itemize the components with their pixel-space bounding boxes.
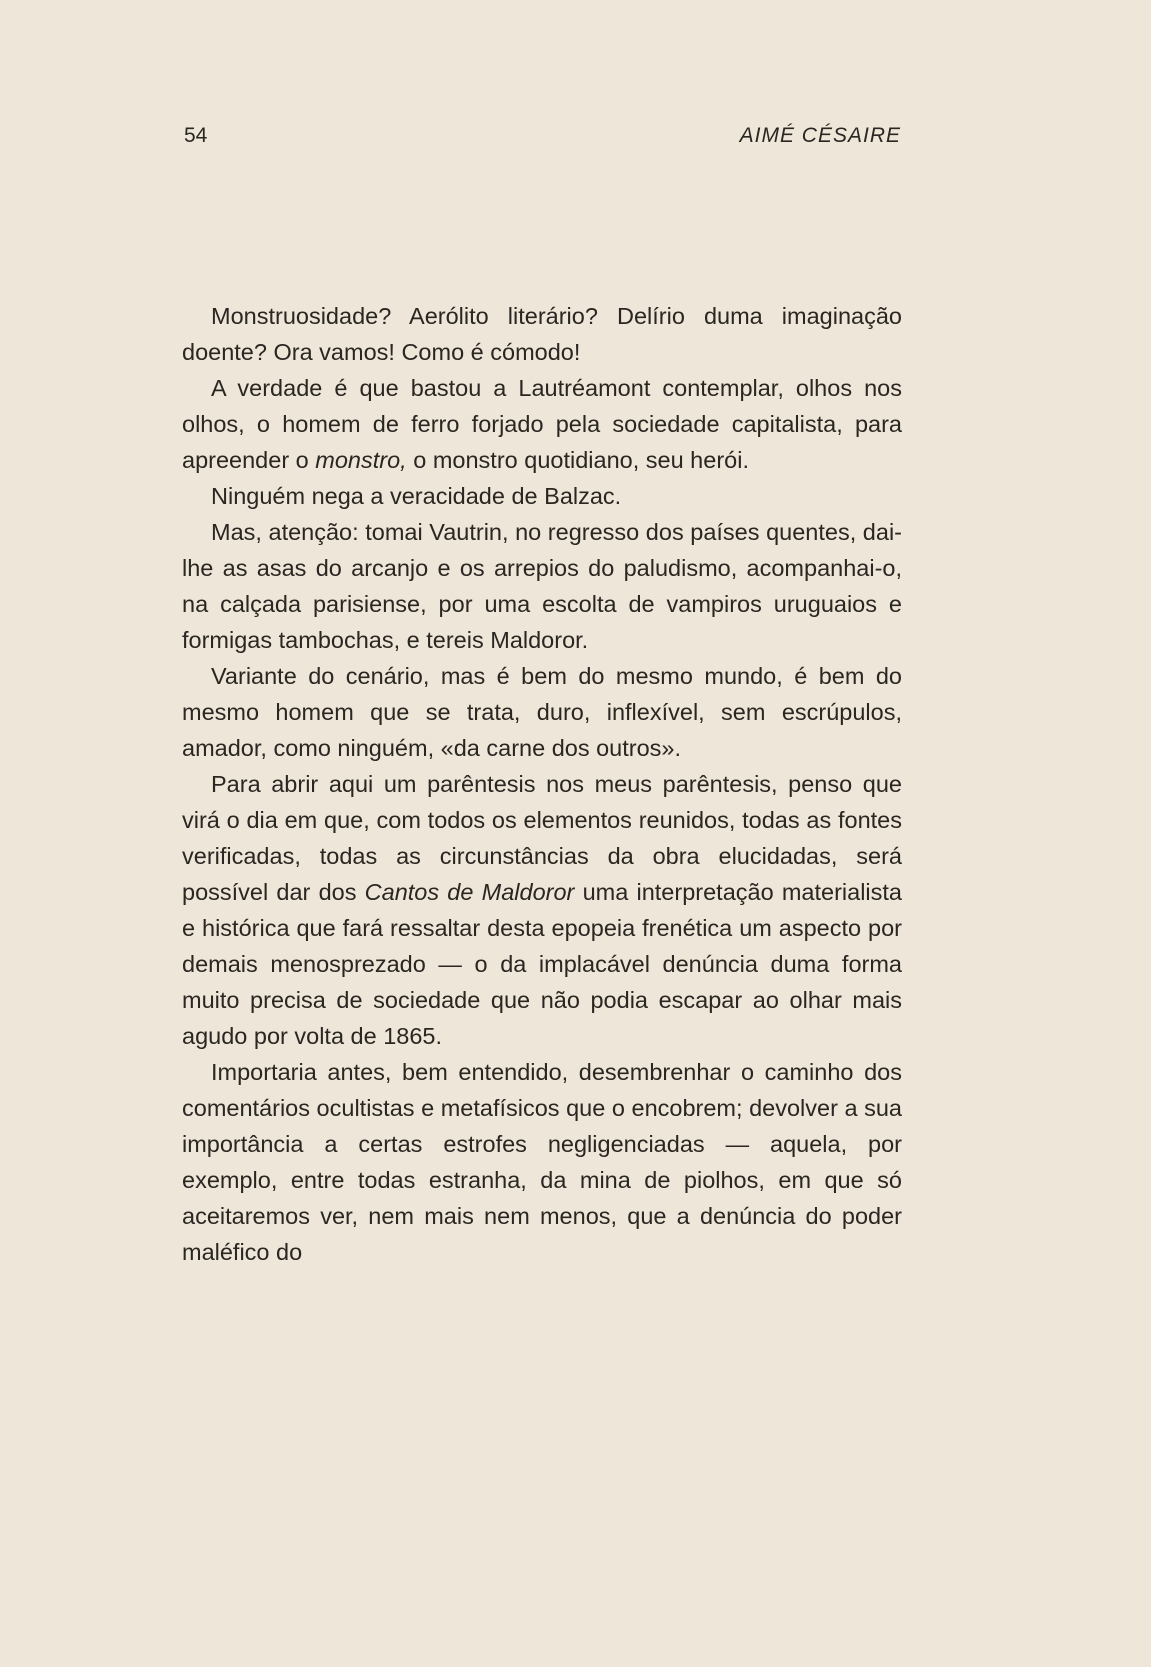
paragraph: Ninguém nega a veracidade de Balzac. bbox=[211, 483, 622, 509]
paragraph: Monstruosidade? Aerólito literário? Delírio duma imaginação doente? Ora vamos! Como é cómodo! bbox=[182, 303, 902, 365]
body-text bbox=[182, 298, 902, 1270]
paragraph: A verdade é que bastou a Lautréamont contemplar, olhos nos olhos, o homem de ferro forjado pela sociedade capitalista, para apreender o monstro, o monstro quotidiano, seu herói. bbox=[182, 375, 902, 473]
paragraph: Importaria antes, bem entendido, desembrenhar o caminho dos comentários ocultistas e metafísicos que o encobrem; devolver a sua importância a certas estrofes negligenciadas — aquela, por exemplo, entre todas estranha, da mina de piolhos, em que só aceitaremos ver, nem mais nem menos, que a denúncia do poder maléfico do bbox=[182, 1059, 902, 1265]
running-head: AIMÉ CÉSAIRE bbox=[739, 124, 901, 147]
paragraph: Variante do cenário, mas é bem do mesmo mundo, é bem do mesmo homem que se trata, duro, inflexível, sem escrúpulos, amador, como ninguém, «da carne dos outros». bbox=[182, 663, 902, 761]
paragraph: Para abrir aqui um parêntesis nos meus parêntesis, penso que virá o dia em que, com todos os elementos reunidos, todas as fontes verificadas, todas as circunstâncias da obra elucidadas, será possível dar dos Cantos de Maldoror uma interpretação materialista e histórica que fará ressaltar desta epopeia frenética um aspecto por demais menosprezado — o da implacável denúncia duma forma muito precisa de sociedade que não podia escapar ao olhar mais agudo por volta de 1865. bbox=[182, 771, 902, 1049]
book-title: Cantos de Maldoror bbox=[364, 879, 575, 905]
page-number: 54 bbox=[184, 124, 208, 147]
emphasis: monstro, bbox=[315, 447, 407, 473]
page-header bbox=[184, 124, 901, 154]
paragraph: Mas, atenção: tomai Vautrin, no regresso dos países quentes, dai-lhe as asas do arcanjo e os arrepios do paludismo, acompanhai-o, na calçada parisiense, por uma escolta de vampiros uruguaios e formigas tambochas, e tereis Maldoror. bbox=[182, 519, 902, 653]
